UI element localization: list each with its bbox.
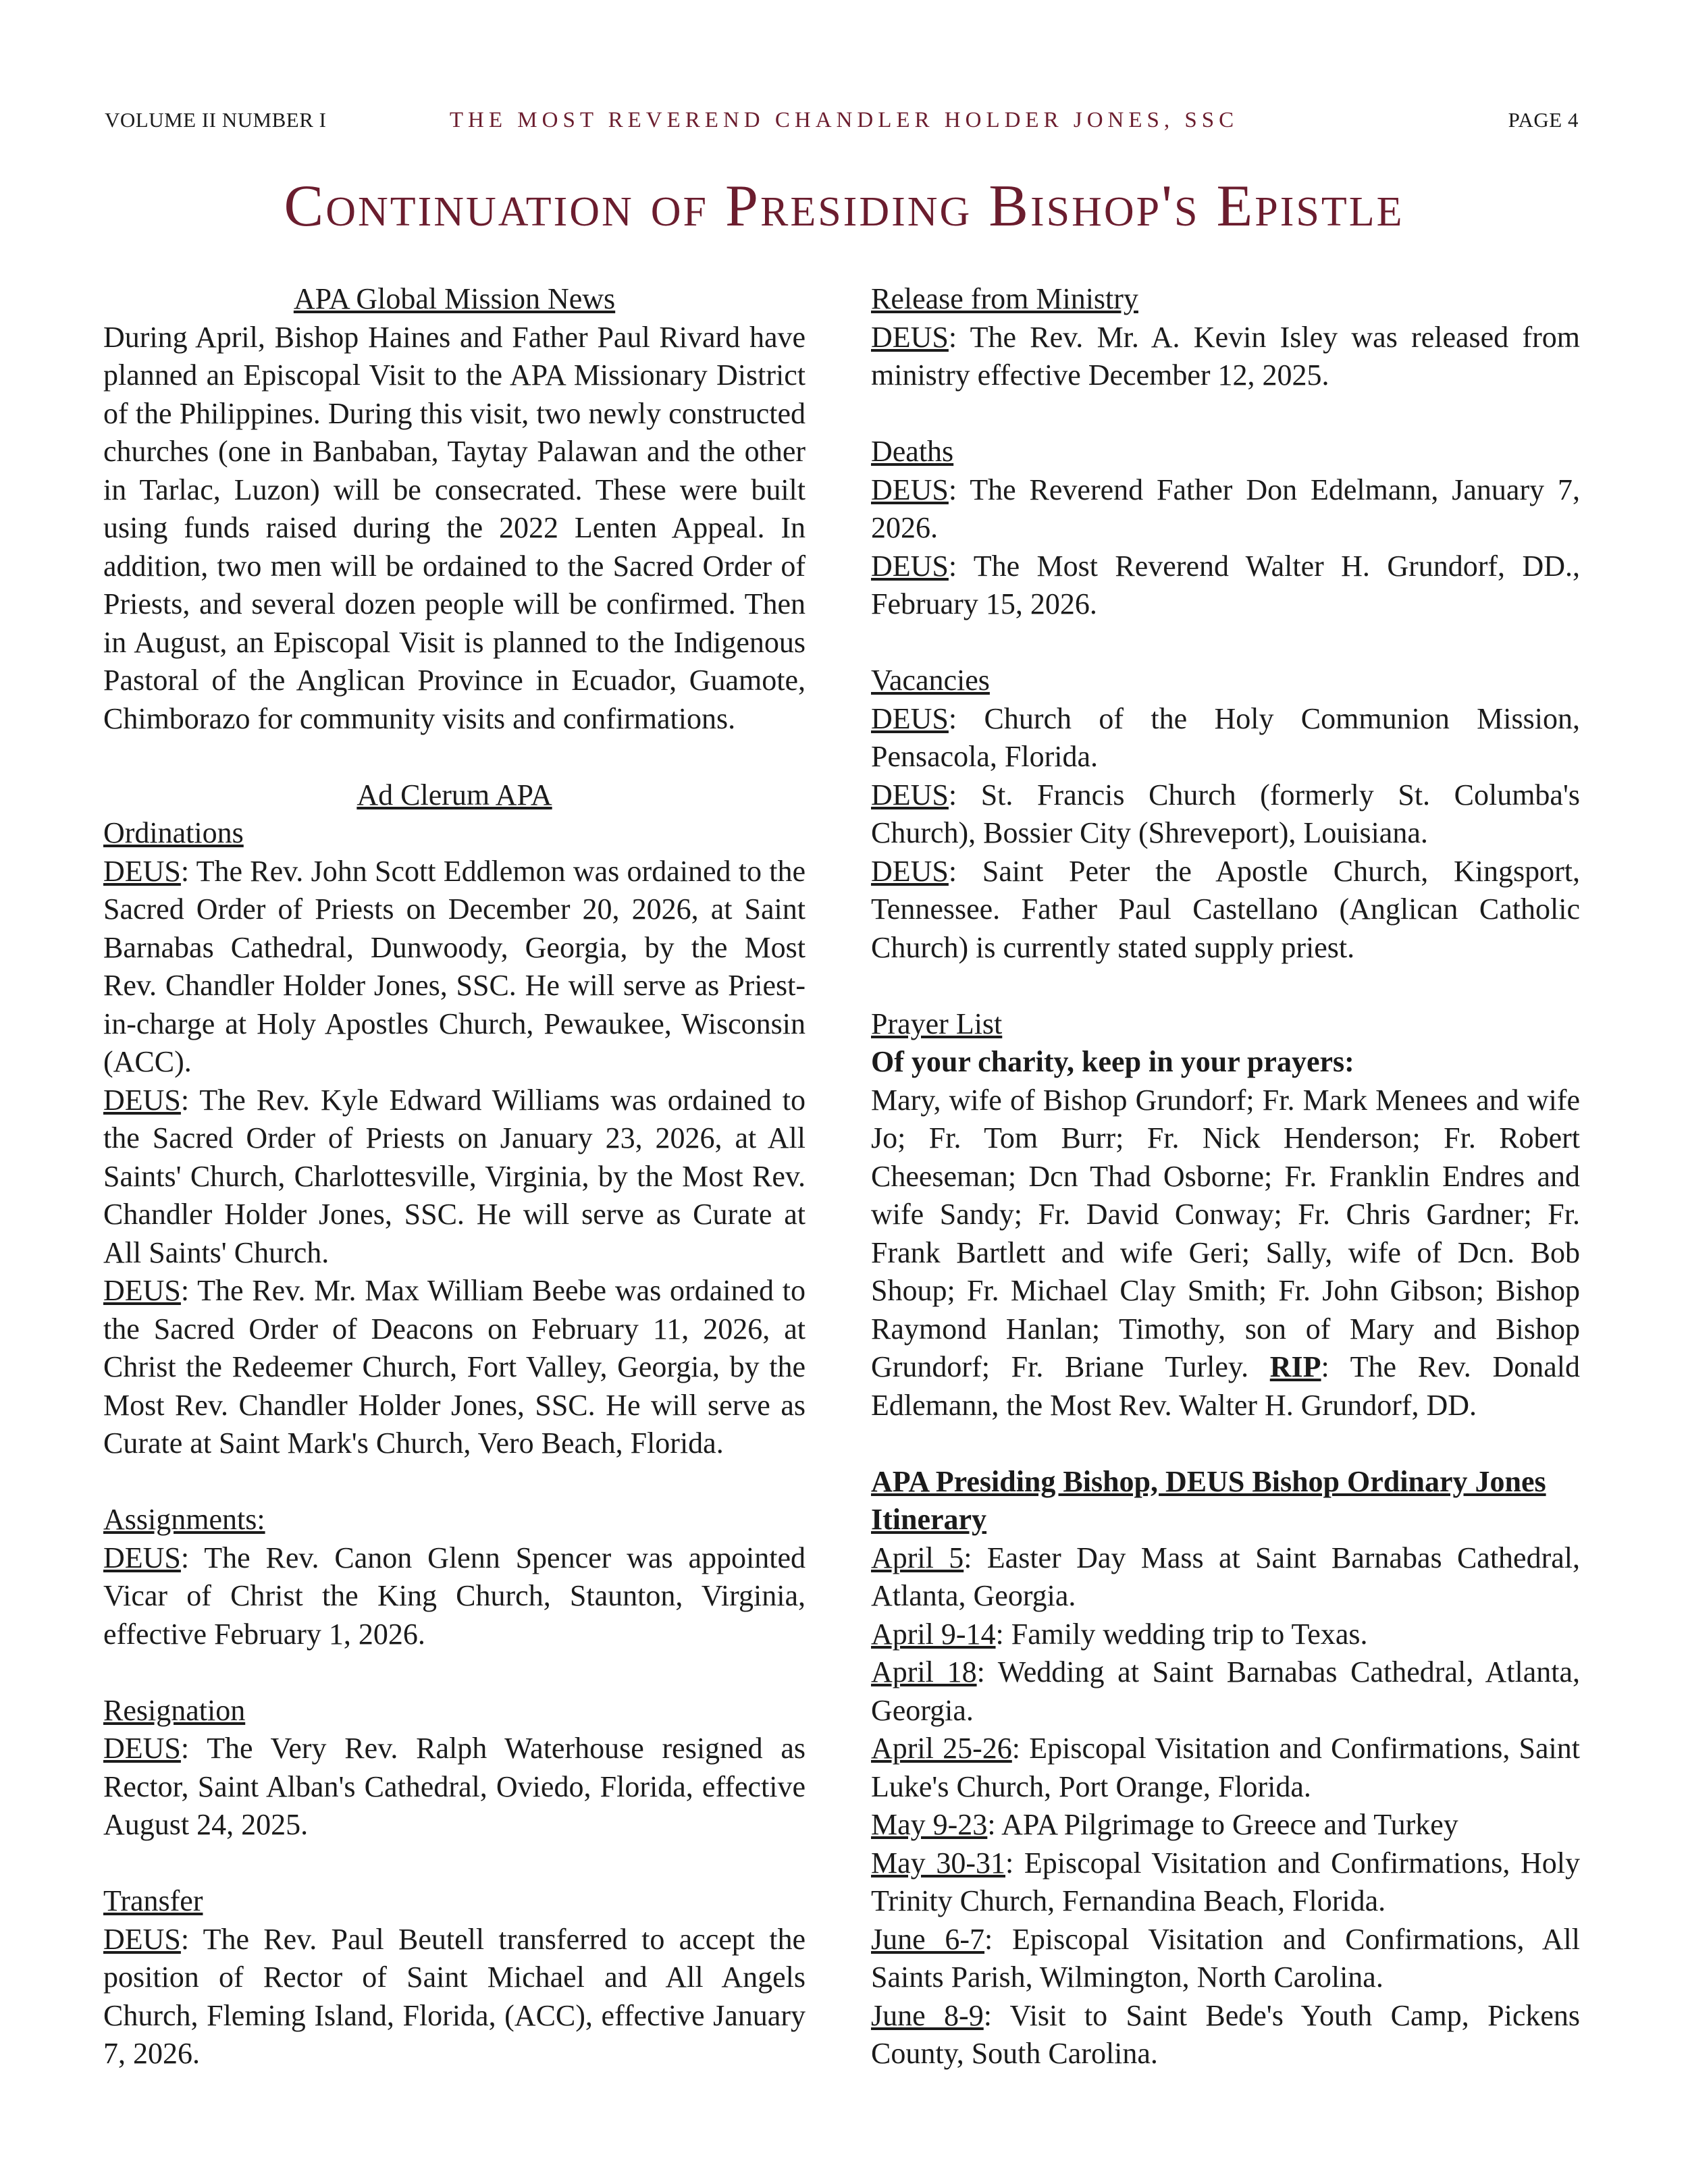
itinerary-heading: APA Presiding Bishop, DEUS Bishop Ordinary Jones Itinerary — [871, 1464, 1546, 1536]
entry-text: : The Rev. Kyle Edward Williams was ordained to the Sacred Order of Priests on January 23, 2026, at All Saints' Church, Charlottesville, Virginia, by the Most Rev. Chandler Holder Jones, SSC. He will serve as Curate at All Saints' Church. — [103, 1083, 806, 1269]
entry-tag: DEUS — [871, 778, 949, 811]
itinerary-item — [871, 1653, 1580, 1730]
itinerary-text: : Wedding at Saint Barnabas Cathedral, Atlanta, Georgia. — [871, 1655, 1580, 1727]
prayer-list — [871, 1082, 1580, 1425]
ordination-entry — [103, 1272, 806, 1463]
rip-label: RIP — [1269, 1350, 1321, 1383]
entry-text: : The Rev. Canon Glenn Spencer was appointed Vicar of Christ the King Church, Staunton, Virginia, effective February 1, 2026. — [103, 1541, 806, 1651]
itinerary-date: April 25-26 — [871, 1732, 1012, 1765]
adclerum-heading: Ad Clerum APA — [357, 778, 552, 811]
itinerary-item — [871, 1997, 1580, 2073]
itinerary-item — [871, 1844, 1580, 1921]
itinerary-item — [871, 1616, 1580, 1654]
release-heading: Release from Ministry — [871, 282, 1138, 315]
ordination-entry — [103, 1082, 806, 1273]
deaths-heading: Deaths — [871, 435, 954, 468]
masthead: THE MOST REVEREND CHANDLER HOLDER JONES, SSC — [449, 108, 1239, 132]
entry-tag: DEUS — [103, 1922, 181, 1956]
release-entry — [871, 319, 1580, 395]
death-entry — [871, 471, 1580, 548]
volume-number: VOLUME II NUMBER I — [105, 108, 327, 132]
itinerary-date: May 30-31 — [871, 1846, 1005, 1880]
itinerary-item — [871, 1806, 1580, 1844]
vacancies-heading: Vacancies — [871, 664, 990, 697]
entry-text: : The Most Reverend Walter H. Grundorf, DD., February 15, 2026. — [871, 549, 1580, 620]
prayer-names: Mary, wife of Bishop Grundorf; Fr. Mark Menees and wife Jo; Fr. Tom Burr; Fr. Nick Henderson; Fr. Robert Cheeseman; Dcn Thad Osborne; Fr. Franklin Endres and wife Sandy; Fr. David Conway; Fr. Chris Gardner; Fr. Frank Bartlett and wife Geri; Sally, wife of Dcn. Bob Shoup; Fr. Michael Clay Smith; Fr. John Gibson; Bishop Raymond Hanlan; Timothy, son of Mary and Bishop Grundorf; Fr. Briane Turley. — [871, 1083, 1580, 1383]
entry-tag: DEUS — [103, 1541, 181, 1574]
prayer-intro: Of your charity, keep in your prayers: — [871, 1045, 1354, 1078]
itinerary-text: : Episcopal Visitation and Confirmations, Saint Luke's Church, Port Orange, Florida. — [871, 1732, 1581, 1803]
itinerary-text: : Visit to Saint Bede's Youth Camp, Pickens County, South Carolina. — [871, 1998, 1580, 2070]
entry-tag: DEUS — [871, 701, 949, 735]
assignments-heading: Assignments: — [103, 1503, 265, 1536]
entry-text: : The Very Rev. Ralph Waterhouse resigned as Rector, Saint Alban's Cathedral, Oviedo, Florida, effective August 24, 2025. — [103, 1732, 806, 1841]
page-number: PAGE 4 — [1508, 108, 1579, 132]
vacancy-entry — [871, 776, 1580, 853]
rip-text: : The Rev. Donald Edlemann, the Most Rev. Walter H. Grundorf, DD. — [871, 1350, 1580, 1422]
entry-tag: DEUS — [103, 854, 181, 888]
itinerary-item — [871, 1539, 1580, 1616]
resignation-entry — [103, 1730, 806, 1844]
prayer-heading: Prayer List — [871, 1007, 1003, 1040]
entry-text: : The Rev. Paul Beutell transferred to accept the position of Rector of Saint Michael and All Angels Church, Fleming Island, Florida, (ACC), effective January 7, 2026. — [103, 1922, 806, 2070]
entry-tag: DEUS — [103, 1732, 181, 1765]
transfer-entry — [103, 1921, 806, 2073]
entry-tag: DEUS — [103, 1274, 181, 1307]
entry-text: : Church of the Holy Communion Mission, Pensacola, Florida. — [871, 701, 1580, 773]
itinerary-text: : Episcopal Visitation and Confirmations, All Saints Parish, Wilmington, North Carolina. — [871, 1922, 1580, 1994]
entry-text: : The Rev. John Scott Eddlemon was ordained to the Sacred Order of Priests on December 20, 2026, at Saint Barnabas Cathedral, Dunwoody, Georgia, by the Most Rev. Chandler Holder Jones, SSC. He will serve as Priest-in-charge at Holy Apostles Church, Pewaukee, Wisconsin (ACC). — [103, 854, 806, 1078]
left-column — [103, 280, 806, 2073]
itinerary-date: June 8-9 — [871, 1998, 984, 2032]
itinerary-text: : Episcopal Visitation and Confirmations, Holy Trinity Church, Fernandina Beach, Florida. — [871, 1846, 1581, 1917]
itinerary-date: May 9-23 — [871, 1808, 988, 1841]
right-column — [871, 280, 1580, 2073]
vacancy-entry — [871, 853, 1580, 967]
mission-heading: APA Global Mission News — [293, 282, 616, 315]
entry-text: : St. Francis Church (formerly St. Columba's Church), Bossier City (Shreveport), Louisiana. — [871, 778, 1580, 849]
assignment-entry — [103, 1539, 806, 1654]
entry-tag: DEUS — [871, 320, 949, 354]
vacancy-entry — [871, 700, 1580, 776]
itinerary-item — [871, 1730, 1580, 1806]
itinerary-item — [871, 1921, 1580, 1997]
itinerary-text: : Easter Day Mass at Saint Barnabas Cathedral, Atlanta, Georgia. — [871, 1541, 1580, 1612]
entry-text: : Saint Peter the Apostle Church, Kingsport, Tennessee. Father Paul Castellano (Anglican Catholic Church) is currently stated supply priest. — [871, 854, 1580, 964]
death-entry — [871, 548, 1580, 624]
entry-text: : The Rev. Mr. Max William Beebe was ordained to the Sacred Order of Deacons on February 11, 2026, at Christ the Redeemer Church, Fort Valley, Georgia, by the Most Rev. Chandler Holder Jones, SSC. He will serve as Curate at Saint Mark's Church, Vero Beach, Florida. — [103, 1274, 806, 1460]
entry-tag: DEUS — [871, 854, 949, 888]
page-title: Continuation of Presiding Bishop's Epistle — [284, 174, 1404, 239]
itinerary-date: June 6-7 — [871, 1922, 985, 1956]
entry-text: : The Reverend Father Don Edelmann, January 7, 2026. — [871, 473, 1580, 544]
itinerary-text: : Family wedding trip to Texas. — [995, 1617, 1368, 1651]
ordination-entry — [103, 853, 806, 1082]
ordinations-heading: Ordinations — [103, 816, 244, 849]
itinerary-date: April 18 — [871, 1655, 977, 1688]
itinerary-date: April 5 — [871, 1541, 964, 1574]
entry-text: : The Rev. Mr. A. Kevin Isley was released from ministry effective December 12, 2025. — [871, 320, 1580, 392]
itinerary-text: : APA Pilgrimage to Greece and Turkey — [987, 1808, 1458, 1841]
itinerary-date: April 9-14 — [871, 1617, 996, 1651]
mission-paragraph: During April, Bishop Haines and Father Paul Rivard have planned an Episcopal Visit to the APA Missionary District of the Philippines. During this visit, two newly constructed churches (one in Banbaban, Taytay Palawan and the other in Tarlac, Luzon) will be consecrated. These were built using funds raised during the 2022 Lenten Appeal. In addition, two men will be ordained to the Sacred Order of Priests, and several dozen people will be confirmed. Then in August, an Episcopal Visit is planned to the Indigenous Pastoral of the Anglican Province in Ecuador, Guamote, Chimborazo for community visits and confirmations. — [103, 320, 806, 735]
entry-tag: DEUS — [103, 1083, 181, 1117]
transfer-heading: Transfer — [103, 1884, 203, 1917]
entry-tag: DEUS — [871, 549, 949, 583]
resignation-heading: Resignation — [103, 1693, 246, 1727]
entry-tag: DEUS — [871, 473, 949, 506]
